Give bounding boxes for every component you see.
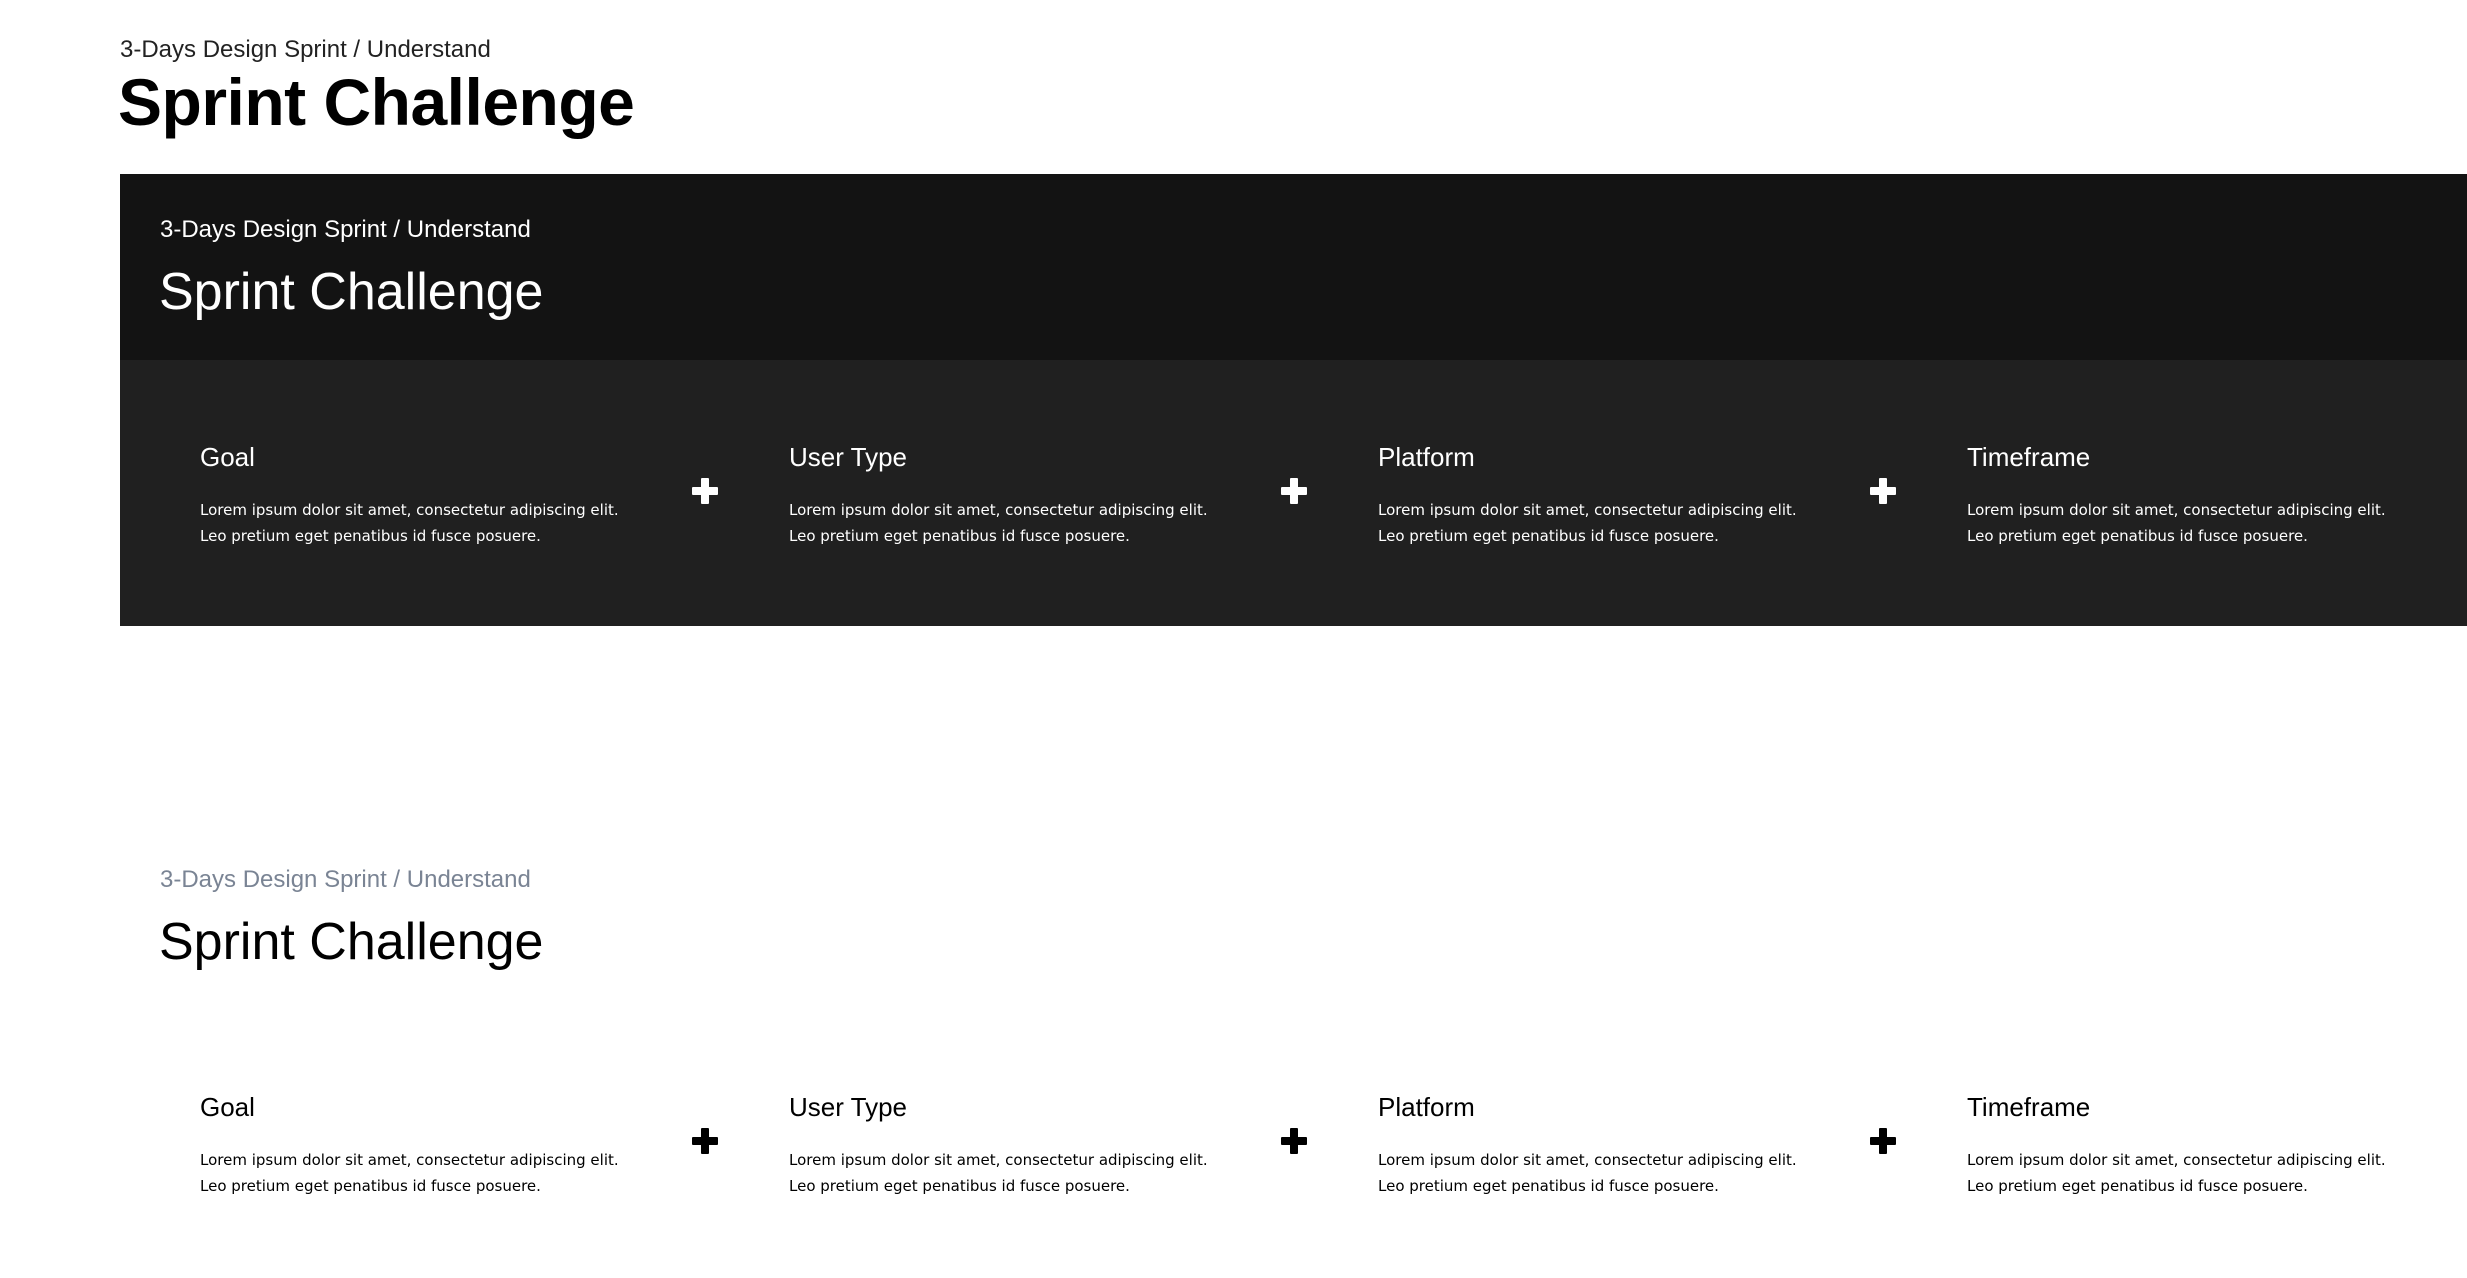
column-text: Lorem ipsum dolor sit amet, consectetur adipiscing elit. Leo pretium eget penatibus id fusce posuere. — [200, 1151, 619, 1195]
column-text: Lorem ipsum dolor sit amet, consectetur adipiscing elit. Leo pretium eget penatibus id fusce posuere. — [1378, 501, 1797, 545]
column-title: Goal — [200, 442, 255, 472]
column-text: Lorem ipsum dolor sit amet, consectetur adipiscing elit. Leo pretium eget penatibus id fusce posuere. — [789, 1151, 1208, 1195]
column-title: Timeframe — [1967, 442, 2091, 472]
page-title: Sprint Challenge — [118, 65, 635, 139]
column-text: Lorem ipsum dolor sit amet, consectetur adipiscing elit. Leo pretium eget penatibus id fusce posuere. — [1967, 1151, 2386, 1195]
column-text: Lorem ipsum dolor sit amet, consectetur adipiscing elit. Leo pretium eget penatibus id fusce posuere. — [1967, 501, 2386, 545]
column-title: Platform — [1378, 1092, 1475, 1122]
column-timeframe — [1967, 442, 2387, 549]
column-text: Lorem ipsum dolor sit amet, consectetur adipiscing elit. Leo pretium eget penatibus id fusce posuere. — [1378, 1151, 1797, 1195]
column-title: User Type — [789, 442, 908, 472]
page-breadcrumb: 3-Days Design Sprint / Understand — [120, 36, 491, 63]
plus-icon — [1870, 478, 1896, 504]
card-breadcrumb: 3-Days Design Sprint / Understand — [160, 866, 531, 893]
column-title: User Type — [789, 1092, 908, 1122]
card-body — [120, 360, 2467, 626]
column-text: Lorem ipsum dolor sit amet, consectetur adipiscing elit. Leo pretium eget penatibus id fusce posuere. — [789, 501, 1208, 545]
sprint-challenge-card-dark — [120, 174, 2467, 626]
plus-icon — [1281, 1128, 1307, 1154]
plus-icon — [1281, 478, 1307, 504]
card-title: Sprint Challenge — [159, 263, 544, 321]
column-title: Timeframe — [1967, 1092, 2091, 1122]
card-breadcrumb: 3-Days Design Sprint / Understand — [160, 216, 531, 243]
column-user-type — [789, 1092, 1209, 1199]
column-title: Goal — [200, 1092, 255, 1122]
column-user-type — [789, 442, 1209, 549]
card-header — [120, 174, 2467, 360]
column-goal — [200, 1092, 620, 1199]
sprint-challenge-card-light — [120, 826, 2467, 1278]
column-platform — [1378, 1092, 1798, 1199]
column-goal — [200, 442, 620, 549]
plus-icon — [1870, 1128, 1896, 1154]
column-title: Platform — [1378, 442, 1475, 472]
column-text: Lorem ipsum dolor sit amet, consectetur adipiscing elit. Leo pretium eget penatibus id fusce posuere. — [200, 501, 619, 545]
card-title: Sprint Challenge — [159, 913, 544, 971]
column-platform — [1378, 442, 1798, 549]
plus-icon — [692, 478, 718, 504]
column-timeframe — [1967, 1092, 2387, 1199]
plus-icon — [692, 1128, 718, 1154]
